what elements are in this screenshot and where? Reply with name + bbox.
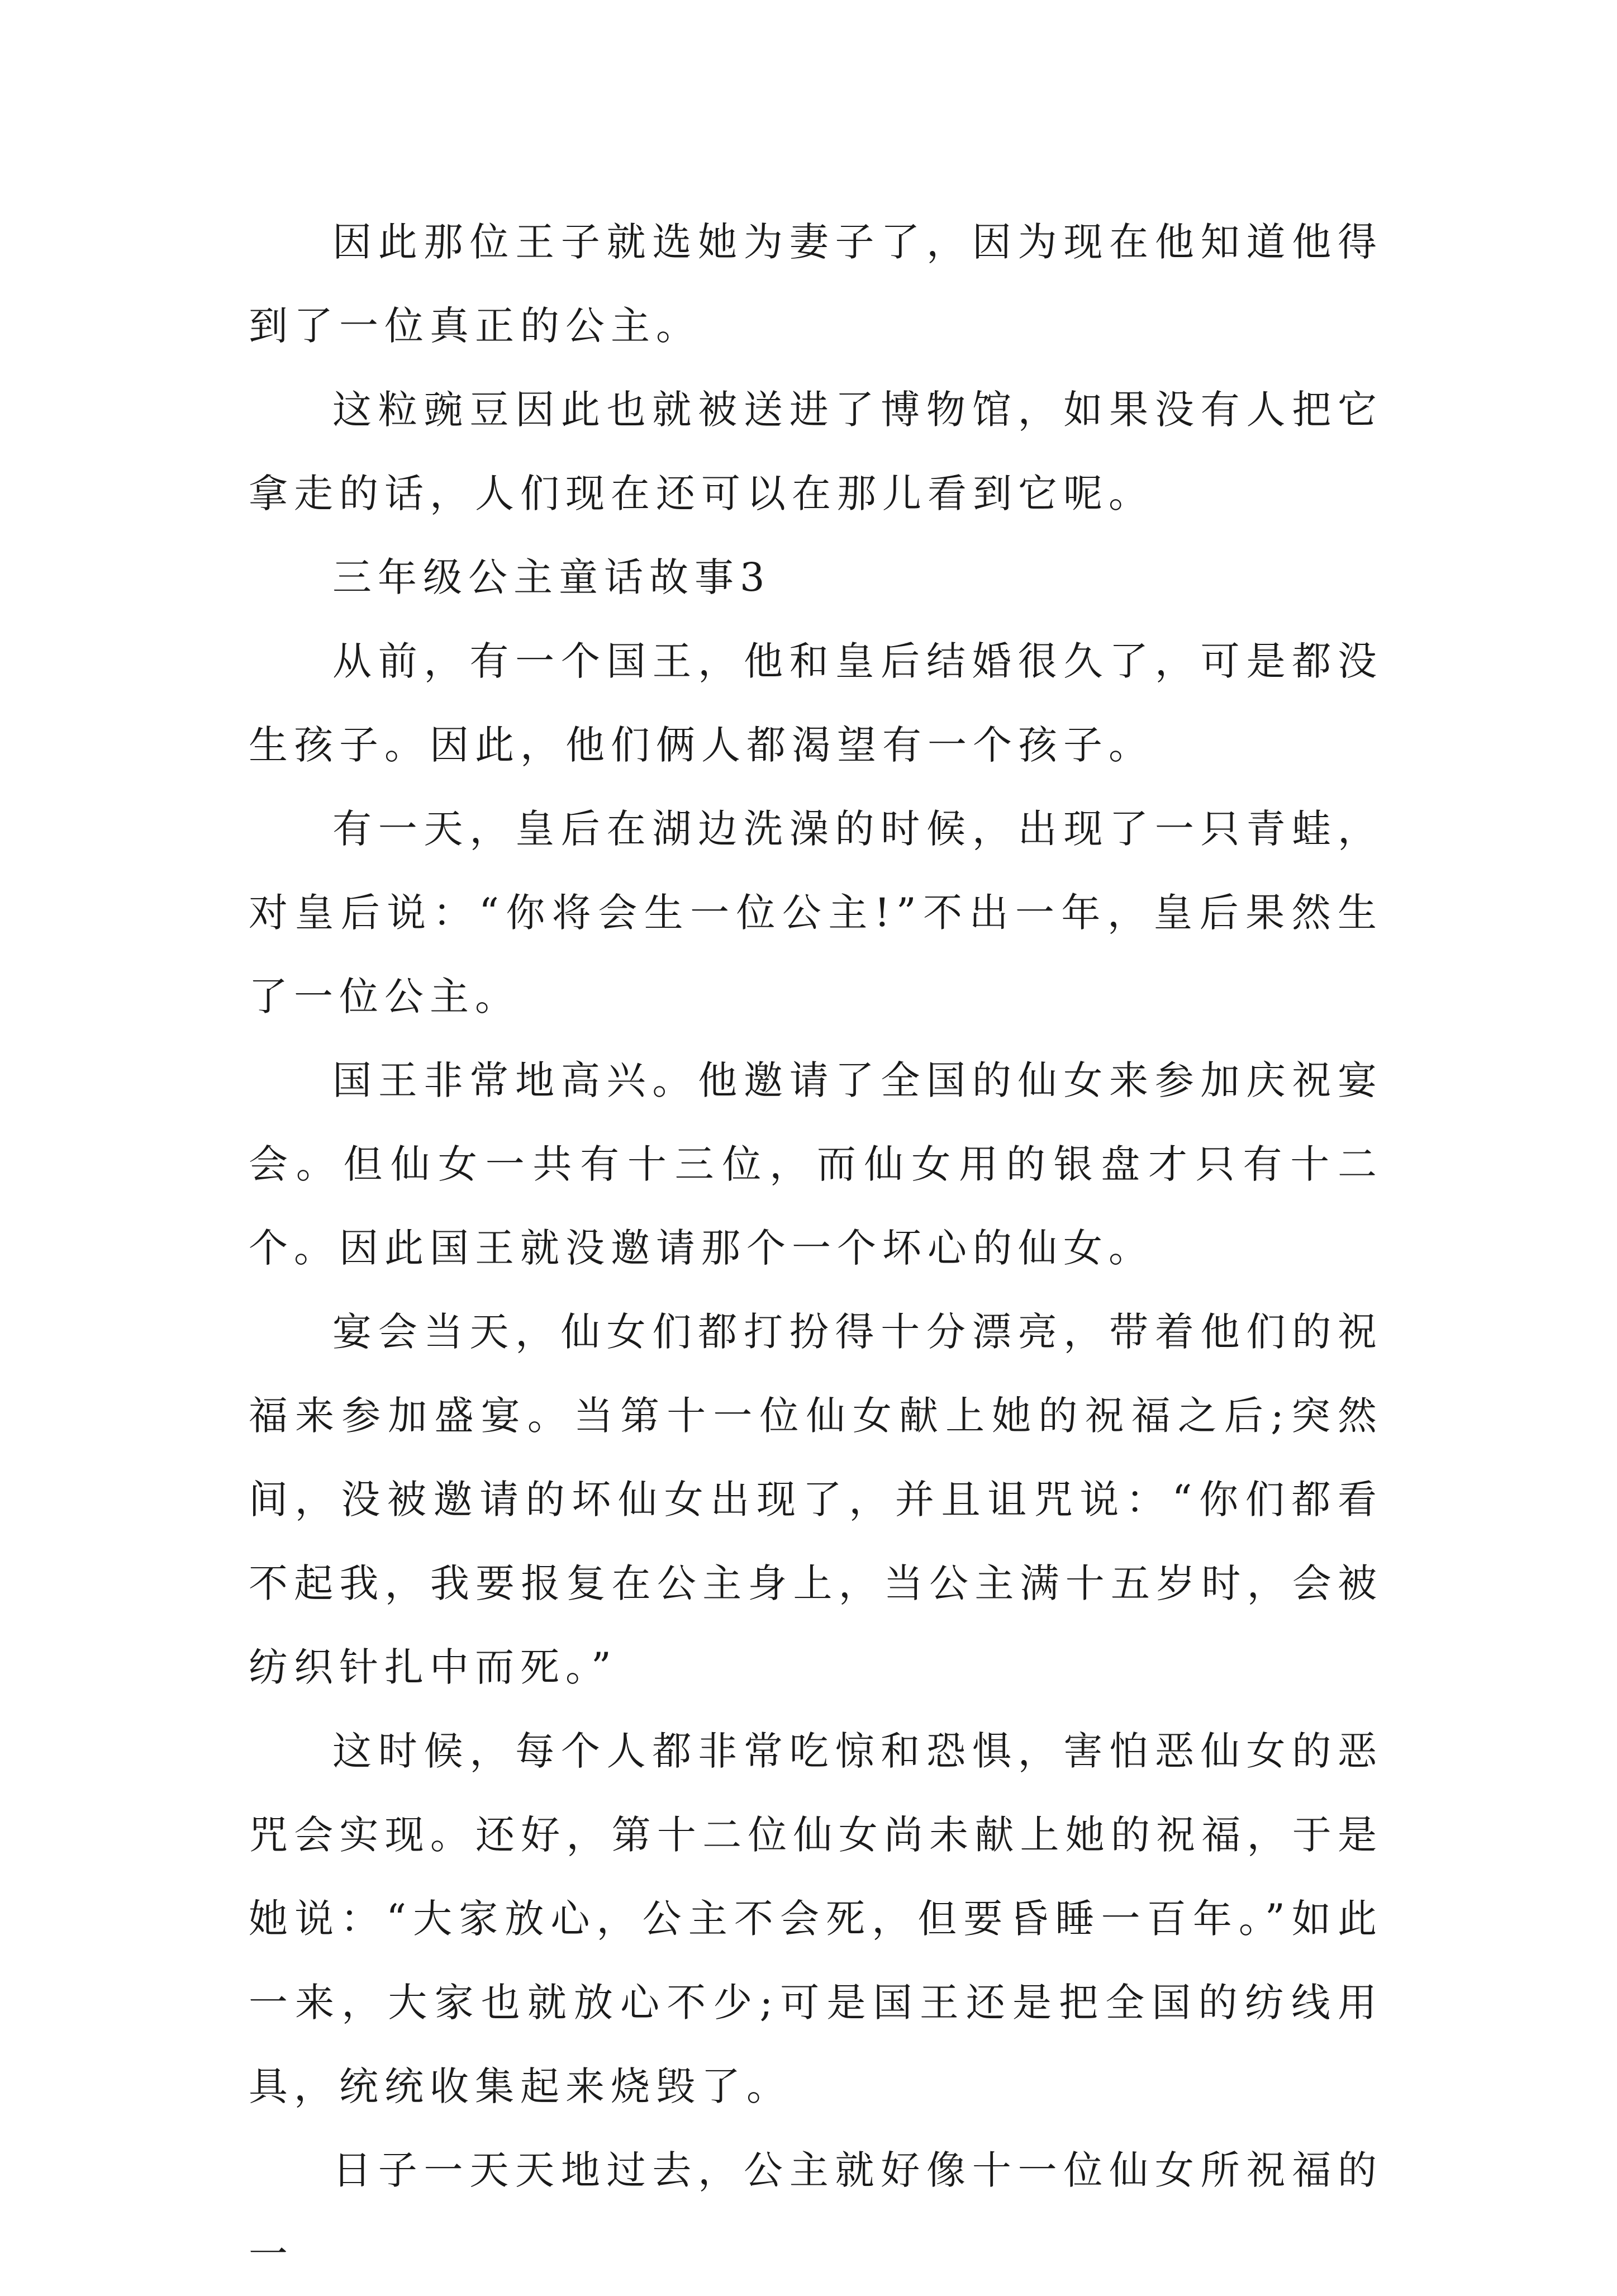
paragraph: 从前，有一个国王，他和皇后结婚很久了，可是都没生孩子。因此，他们俩人都渴望有一个孩子。 xyxy=(249,638,1383,768)
paragraph: 因此那位王子就选她为妻子了，因为现在他知道他得到了一位真正的公主。 xyxy=(249,219,1383,349)
paragraph: 国王非常地高兴。他邀请了全国的仙女来参加庆祝宴会。但仙女一共有十三位，而仙女用的银盘才只有十二个。因此国王就没邀请那个一个坏心的仙女。 xyxy=(249,1057,1383,1271)
paragraph: 日子一天天地过去，公主就好像十一位仙女所祝福的一 xyxy=(249,2147,1383,2277)
document-body xyxy=(249,200,1383,2296)
paragraph: 有一天，皇后在湖边洗澡的时候，出现了一只青蛙，对皇后说：“你将会生一位公主!”不出一年，皇后果然生了一位公主。 xyxy=(249,806,1383,1019)
section-heading: 三年级公主童话故事3 xyxy=(332,554,771,600)
paragraph: 宴会当天，仙女们都打扮得十分漂亮，带着他们的祝福来参加盛宴。当第十一位仙女献上她的祝福之后;突然间，没被邀请的坏仙女出现了，并且诅咒说：“你们都看不起我，我要报复在公主身上，当公主满十五岁时，会被纺织针扎中而死。” xyxy=(249,1309,1383,1690)
paragraph: 这粒豌豆因此也就被送进了博物馆，如果没有人把它拿走的话，人们现在还可以在那儿看到它呢。 xyxy=(249,387,1383,516)
paragraph: 这时候，每个人都非常吃惊和恐惧，害怕恶仙女的恶咒会实现。还好，第十二位仙女尚未献上她的祝福，于是她说：“大家放心，公主不会死，但要昏睡一百年。”如此一来，大家也就放心不少;可是国王还是把全国的纺线用具，统统收集起来烧毁了。 xyxy=(249,1728,1383,2109)
